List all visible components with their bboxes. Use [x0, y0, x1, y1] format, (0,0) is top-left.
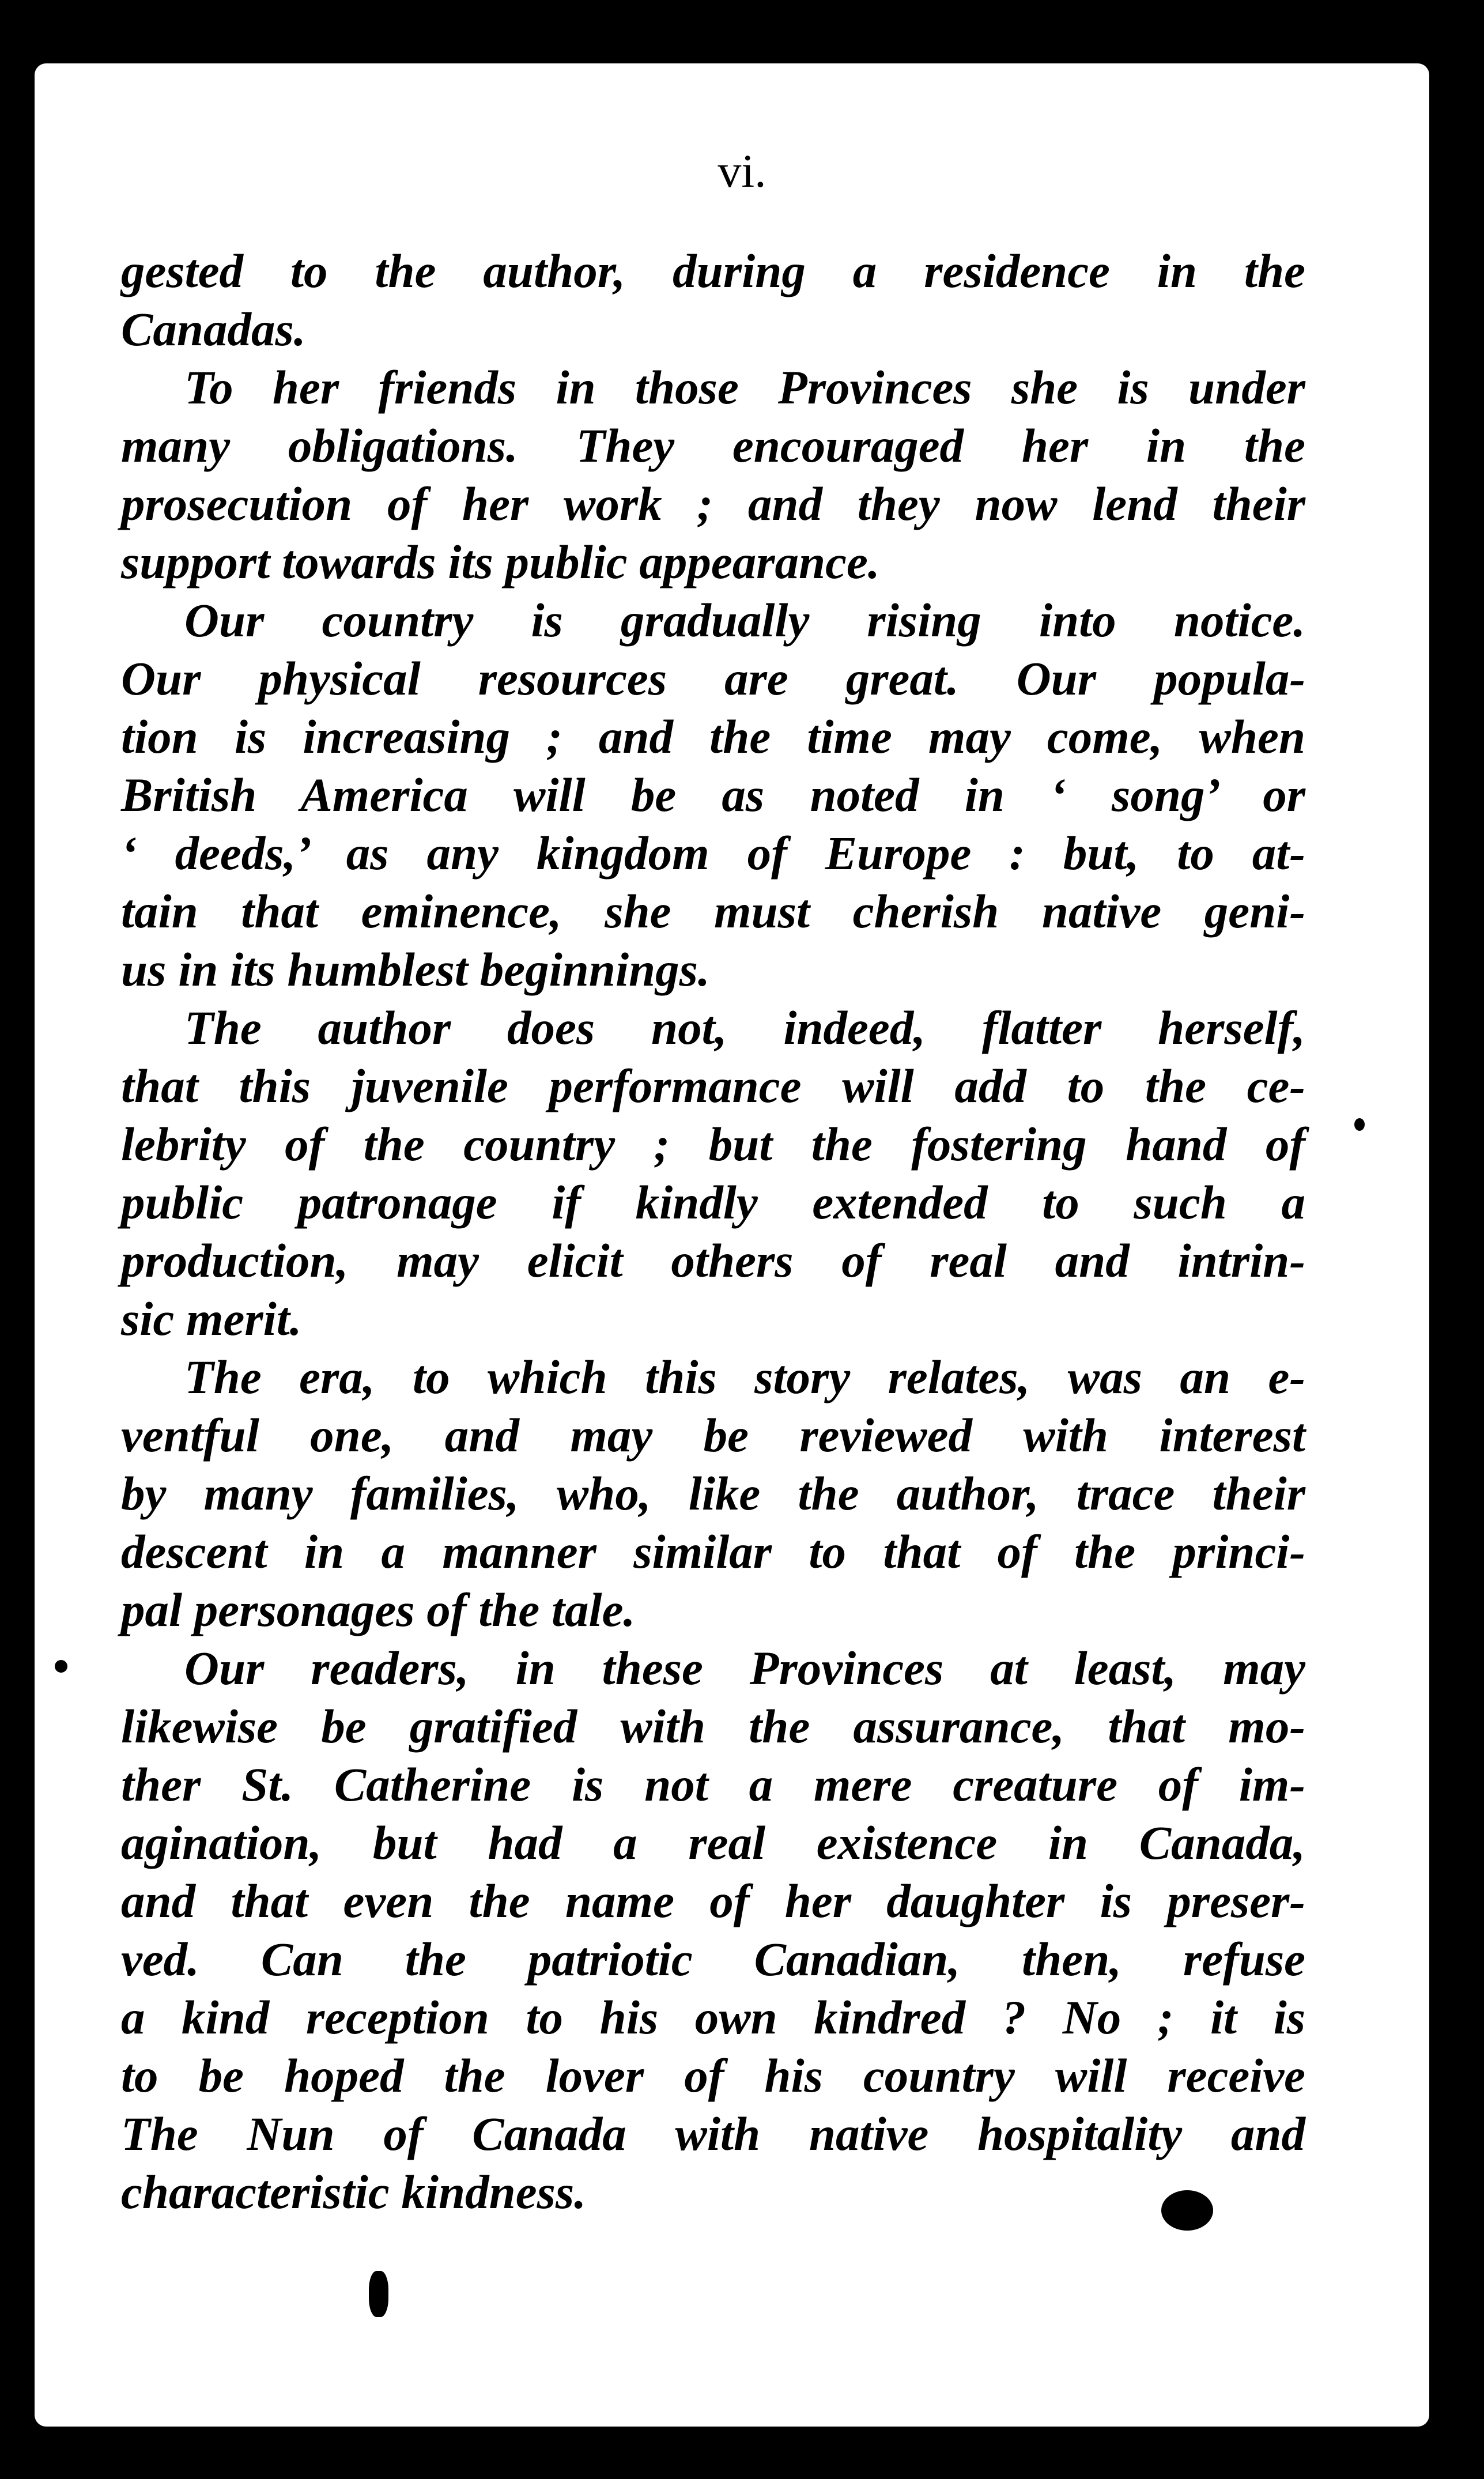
text-line: us in its humblest beginnings.	[121, 943, 710, 996]
paragraph	[121, 1639, 1305, 2221]
ink-blot	[1161, 2190, 1213, 2231]
paragraph	[121, 359, 1305, 591]
paragraph	[121, 1348, 1305, 1639]
text-line: a kind reception to his own kindred ? No ; it is	[121, 1991, 1305, 2044]
ink-blot	[55, 1660, 67, 1673]
text-line: and that even the name of her daughter is preser-	[121, 1874, 1305, 1927]
text-line: To her friends in those Provinces she is under	[184, 361, 1305, 414]
paragraph	[121, 242, 1305, 359]
text-line: sic merit.	[121, 1292, 302, 1345]
text-line: ther St. Catherine is not a mere creature of im-	[121, 1758, 1305, 1811]
text-line: Our country is gradually rising into notice.	[184, 594, 1305, 647]
text-line: likewise be gratified with the assurance, that mo-	[121, 1700, 1305, 1753]
ink-blot	[369, 2271, 388, 2317]
text-line: to be hoped the lover of his country will receive	[121, 2049, 1305, 2102]
text-line: Our readers, in these Provinces at least, may	[184, 1642, 1305, 1695]
text-line: gested to the author, during a residence in the	[121, 244, 1305, 297]
text-line: pal personages of the tale.	[121, 1583, 636, 1636]
text-line: lebrity of the country ; but the fostering hand of	[121, 1118, 1305, 1171]
paragraph	[121, 591, 1305, 999]
text-line: tain that eminence, she must cherish native geni-	[121, 885, 1305, 938]
text-line: The era, to which this story relates, was an e-	[184, 1350, 1305, 1403]
text-line: ‘ deeds,’ as any kingdom of Europe : but, to at-	[121, 827, 1305, 880]
text-line: tion is increasing ; and the time may come, when	[121, 710, 1305, 763]
paragraph	[121, 999, 1305, 1348]
text-line: British America will be as noted in ‘ song’ or	[121, 768, 1305, 821]
text-line: prosecution of her work ; and they now lend their	[121, 477, 1305, 530]
text-line: by many families, who, like the author, trace their	[121, 1467, 1305, 1520]
text-line: descent in a manner similar to that of the princi-	[121, 1525, 1305, 1578]
text-line: support towards its public appearance.	[121, 535, 880, 588]
text-line: that this juvenile performance will add to the ce-	[121, 1059, 1305, 1112]
text-line: The author does not, indeed, flatter herself,	[184, 1001, 1305, 1054]
text-line: ventful one, and may be reviewed with interest	[121, 1409, 1305, 1462]
text-line: Canadas.	[121, 303, 306, 356]
body-text	[121, 242, 1305, 2221]
page-number: vi.	[718, 145, 766, 197]
text-line: many obligations. They encouraged her in the	[121, 419, 1305, 472]
text-line: public patronage if kindly extended to such a	[121, 1176, 1305, 1229]
text-line: Our physical resources are great. Our popula-	[121, 652, 1305, 705]
text-line: production, may elicit others of real and intrin-	[121, 1234, 1305, 1287]
ink-blot	[1354, 1118, 1365, 1131]
text-line: ved. Can the patriotic Canadian, then, refuse	[121, 1933, 1305, 1986]
text-line: agination, but had a real existence in Canada,	[121, 1816, 1305, 1869]
text-line: characteristic kindness.	[121, 2165, 586, 2218]
text-line: The Nun of Canada with native hospitality and	[121, 2107, 1305, 2160]
